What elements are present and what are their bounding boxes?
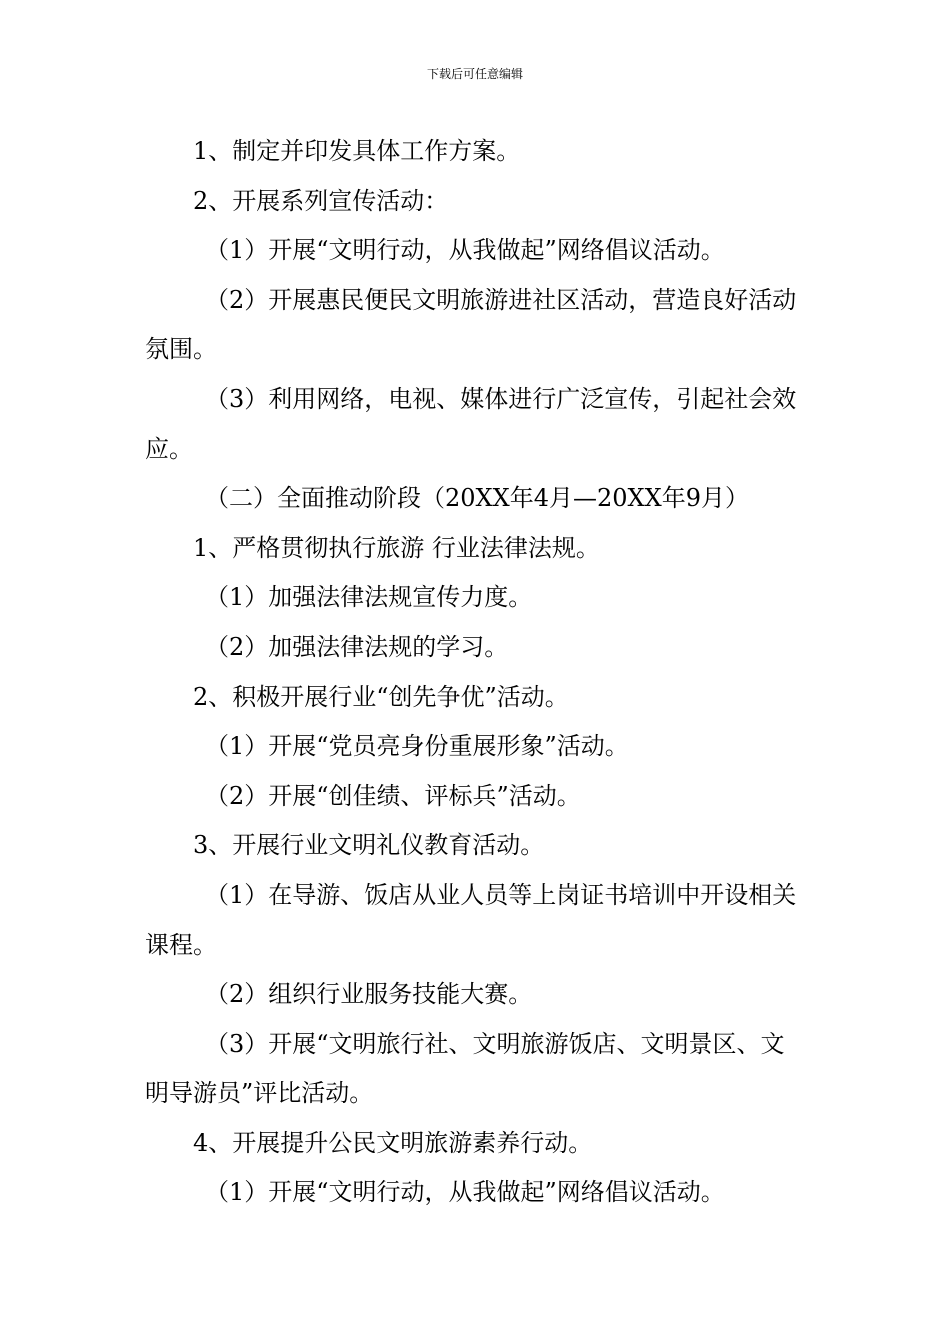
paragraph: （2）开展惠民便民文明旅游进社区活动，营造良好活动氛围。 (145, 285, 797, 364)
document-body (145, 127, 807, 1218)
paragraph: （2）加强法律法规的学习。 (205, 632, 509, 661)
paragraph: （1）加强法律法规宣传力度。 (205, 583, 533, 612)
paragraph: 4、开展提升公民文明旅游素养行动。 (193, 1128, 593, 1157)
paragraph: 2、积极开展行业“创先争优”活动。 (193, 682, 569, 711)
paragraph: （1）开展“文明行动，从我做起”网络倡议活动。 (205, 236, 725, 265)
section-heading: （二）全面推动阶段（20XX年4月—20XX年9月） (205, 484, 749, 513)
paragraph: （3）开展“文明旅行社、文明旅游饭店、文明景区、文明导游员”评比活动。 (145, 1029, 785, 1108)
paragraph: 1、严格贯彻执行旅游 行业法律法规。 (193, 533, 600, 562)
paragraph: （1）在导游、饭店从业人员等上岗证书培训中开设相关课程。 (145, 880, 797, 959)
paragraph: （1）开展“党员亮身份重展形象”活动。 (205, 732, 629, 761)
page-header: 下载后可任意编辑 (426, 67, 523, 81)
paragraph: 3、开展行业文明礼仪教育活动。 (193, 831, 545, 860)
paragraph: （1）开展“文明行动，从我做起”网络倡议活动。 (205, 1178, 725, 1207)
paragraph: （2）组织行业服务技能大赛。 (205, 980, 533, 1009)
paragraph: （3）利用网络，电视、媒体进行广泛宣传，引起社会效应。 (145, 384, 797, 463)
paragraph: 2、开展系列宣传活动： (193, 186, 449, 215)
paragraph: 1、制定并印发具体工作方案。 (193, 137, 521, 165)
paragraph: （2）开展“创佳绩、评标兵”活动。 (205, 781, 581, 810)
